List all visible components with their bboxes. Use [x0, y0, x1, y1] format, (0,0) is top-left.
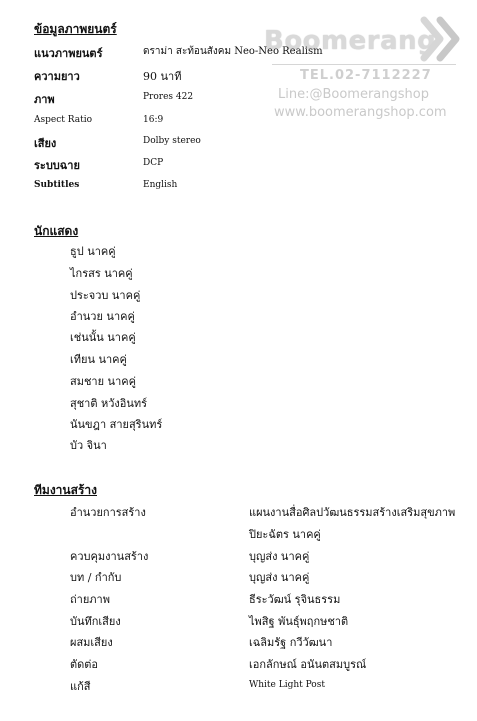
cast-section-title: นักแสดง — [34, 224, 79, 238]
crew-role: ถ่ายภาพ — [70, 593, 110, 606]
crew-name: ธีระวัฒน์ รุจินธรรม — [249, 593, 341, 606]
watermark-logo: Boomerang — [264, 26, 437, 56]
crew-role: บันทึกเสียง — [70, 615, 121, 628]
crew-name: เฉลิมรัฐ กวีวัฒนา — [249, 636, 333, 649]
info-value: ดราม่า สะท้อนสังคม Neo-Neo Realism — [143, 46, 323, 57]
crew-role: บท / กำกับ — [70, 571, 122, 584]
info-value: English — [143, 180, 178, 190]
info-value: 90 นาที — [143, 70, 182, 83]
crew-role: แก้สี — [70, 680, 91, 693]
info-value: Dolby stereo — [143, 136, 201, 146]
info-label: Subtitles — [34, 180, 80, 190]
info-section-title: ข้อมูลภาพยนตร์ — [34, 22, 117, 36]
info-label: ภาพ — [34, 93, 55, 106]
info-label: ระบบฉาย — [34, 159, 80, 172]
list-item: เทียน นาคคู่ — [70, 353, 127, 366]
watermark-line-id: Line:@Boomerangshop — [278, 87, 429, 102]
crew-name: บุญส่ง นาคคู่ — [249, 550, 310, 563]
list-item: สุชาติ หวังอินทร์ — [70, 397, 148, 410]
list-item: เช่นนั้น นาคคู่ — [70, 331, 136, 344]
list-item: อำนวย นาคคู่ — [70, 310, 135, 323]
info-value: Prores 422 — [143, 92, 194, 102]
crew-name: เอกลักษณ์ อนันตสมบูรณ์ — [249, 658, 367, 671]
crew-role: ควบคุมงานสร้าง — [70, 550, 149, 563]
crew-role: ตัดต่อ — [70, 658, 99, 671]
watermark-phone: TEL.02-7112227 — [300, 68, 432, 83]
crew-name: บุญส่ง นาคคู่ — [249, 571, 310, 584]
info-label: แนวภาพยนตร์ — [34, 47, 103, 60]
info-label: ความยาว — [34, 70, 80, 83]
crew-name: ปิยะฉัตร นาคคู่ — [249, 528, 321, 541]
list-item: ประจวบ นาคคู่ — [70, 289, 141, 302]
watermark-divider — [272, 64, 456, 65]
crew-name: ไพสิฐ พันธุ์พฤกษชาติ — [249, 615, 349, 628]
list-item: ไกรสร นาคคู่ — [70, 267, 133, 280]
list-item: ธูป นาคคู่ — [70, 245, 116, 258]
info-label: Aspect Ratio — [34, 115, 92, 125]
crew-section-title: ทีมงานสร้าง — [34, 483, 97, 497]
crew-name: White Light Post — [249, 680, 325, 690]
info-value: DCP — [143, 158, 164, 168]
list-item: บัว จินา — [70, 439, 107, 452]
info-label: เสียง — [34, 137, 57, 150]
watermark-website: www.boomerangshop.com — [274, 105, 447, 120]
crew-name: แผนงานสื่อศิลปวัฒนธรรมสร้างเสริมสุขภาพ — [249, 506, 456, 519]
info-value: 16:9 — [143, 115, 164, 125]
crew-role: ผสมเสียง — [70, 636, 113, 649]
crew-role: อำนวยการสร้าง — [70, 506, 146, 519]
list-item: สมชาย นาคคู่ — [70, 375, 136, 388]
list-item: นันขฎา สายสุรินทร์ — [70, 418, 163, 431]
chevron-right-icon — [418, 16, 462, 62]
